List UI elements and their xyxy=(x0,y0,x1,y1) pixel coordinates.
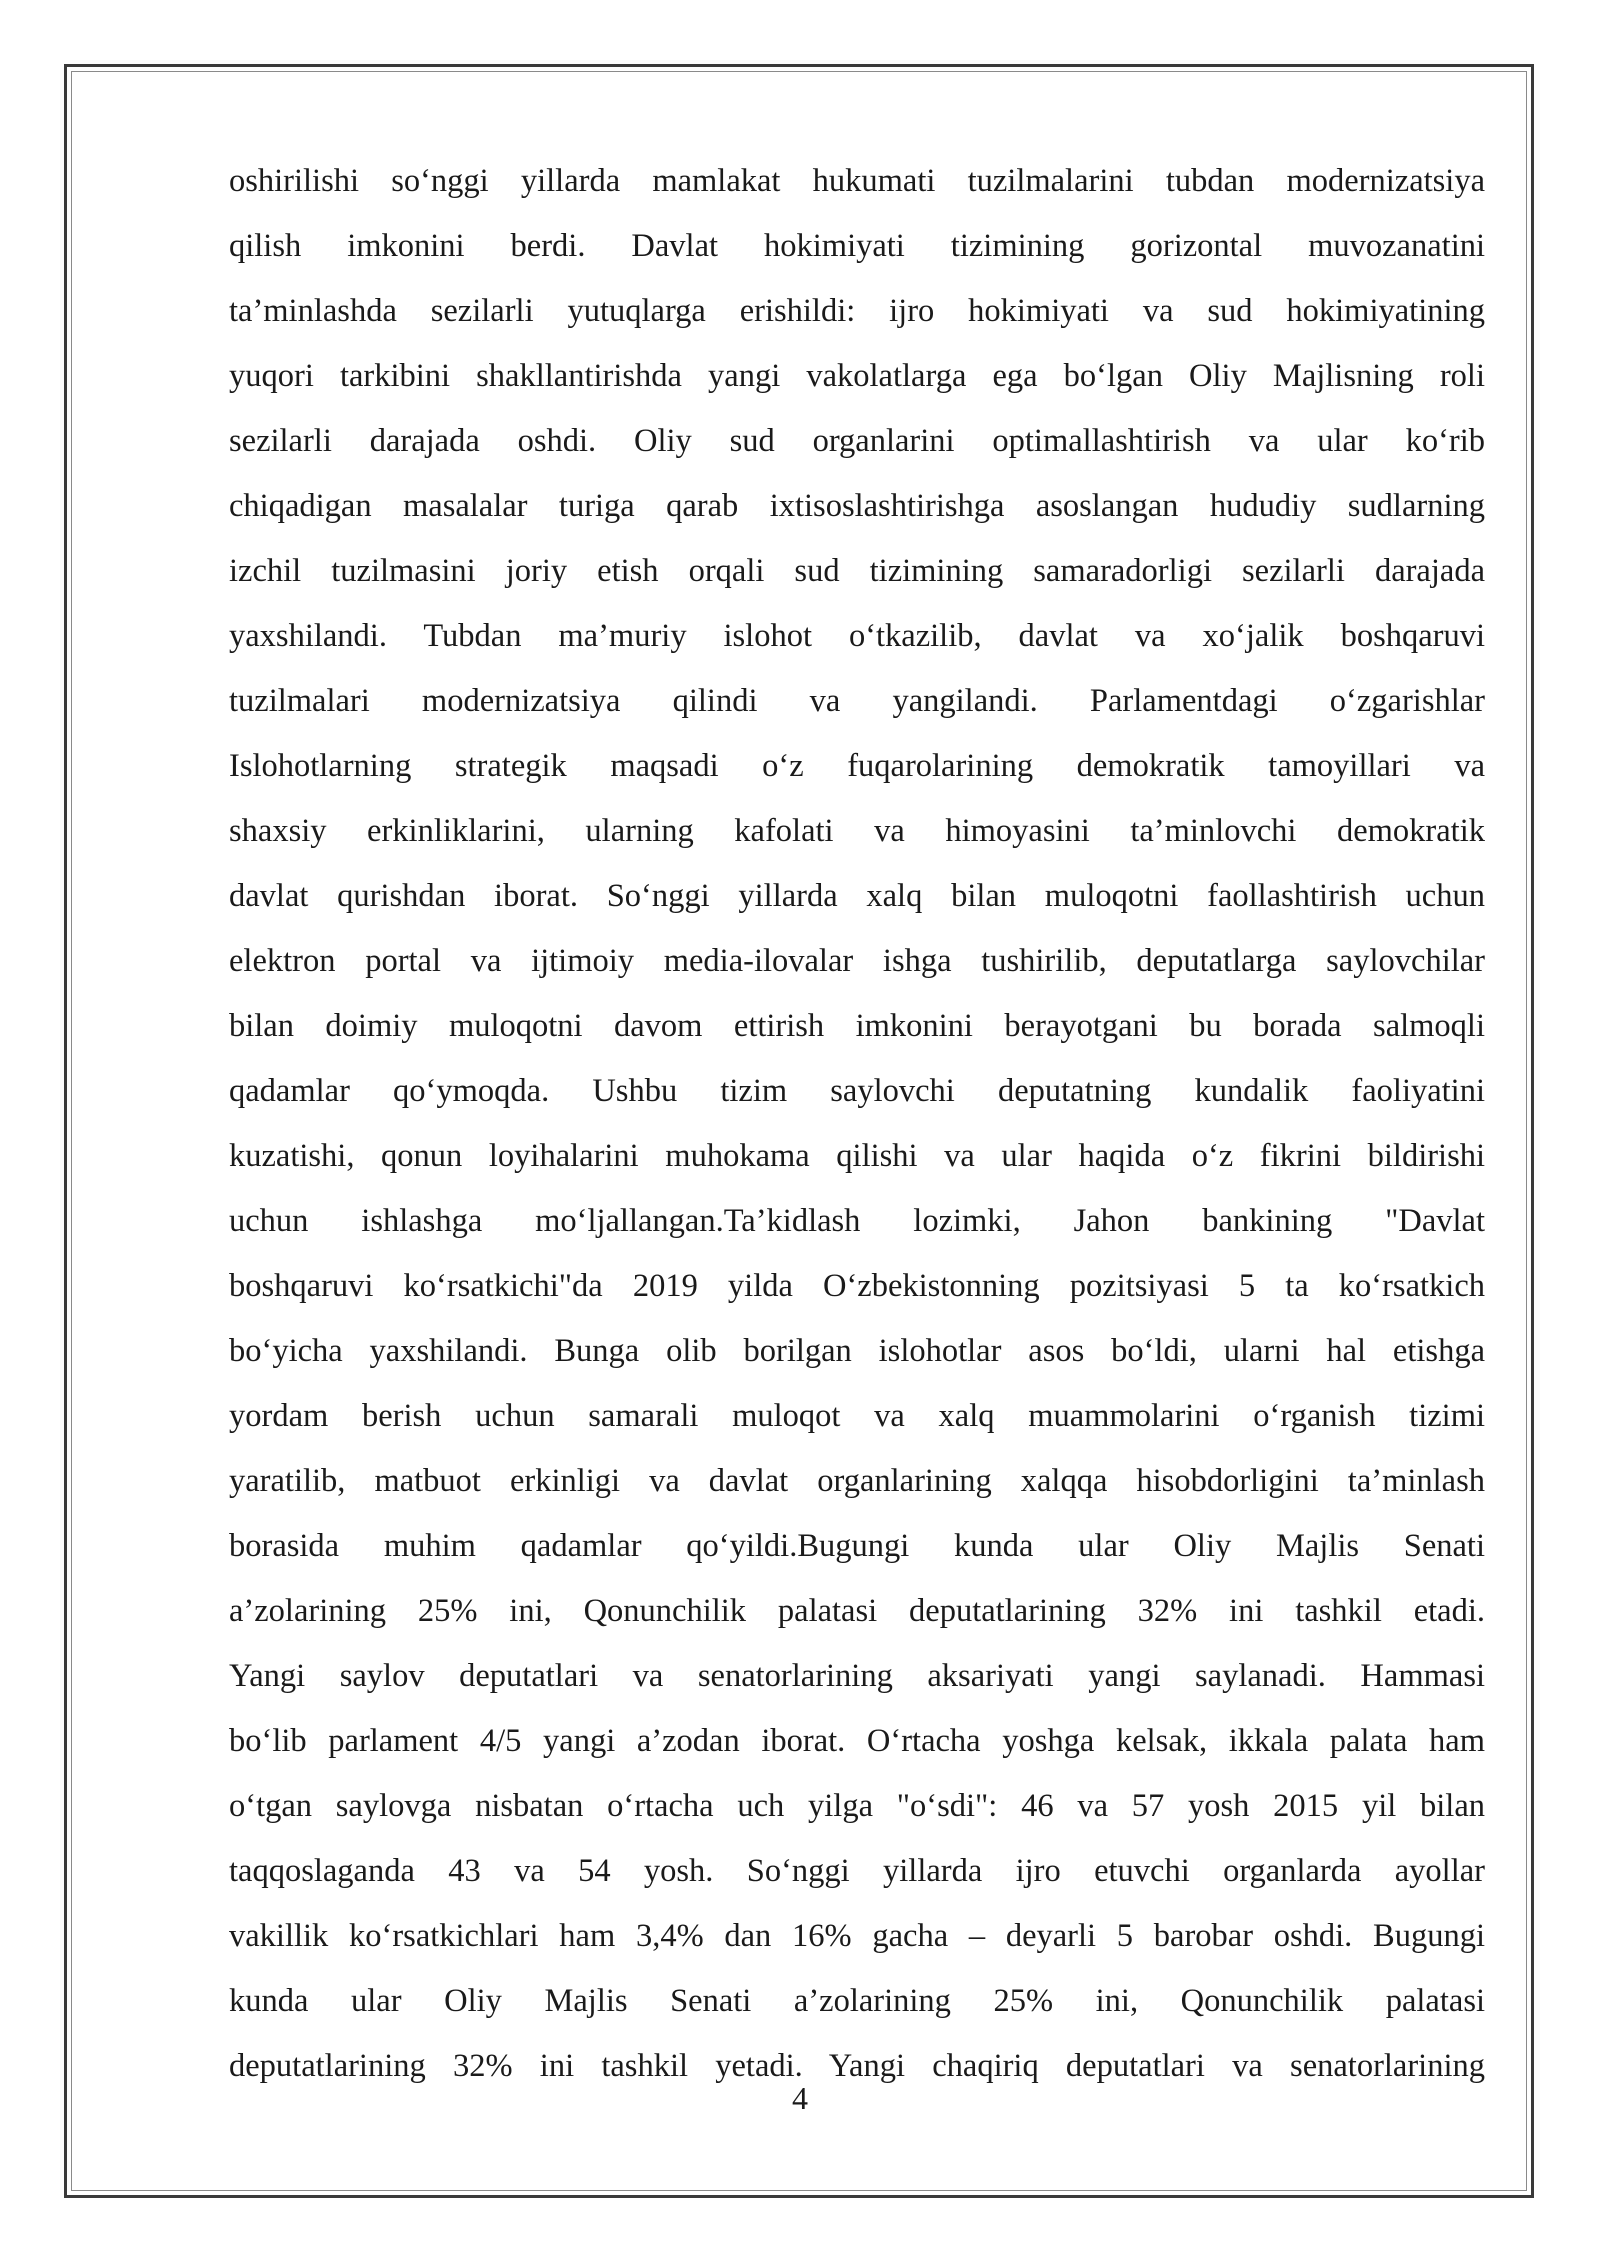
text-line-6: chiqadigan masalalar turiga qarab ixtisoslashtirishga asoslangan hududiy sudlarning xyxy=(229,488,1485,524)
text-line-8: yaxshilandi. Tubdan ma’muriy islohot o‘tkazilib, davlat va xo‘jalik boshqaruvi xyxy=(229,618,1485,654)
text-line-26: o‘tgan saylovga nisbatan o‘rtacha uch yilga "o‘sdi": 46 va 57 yosh 2015 yil bilan xyxy=(229,1788,1485,1824)
text-line-10: Islohotlarning strategik maqsadi o‘z fuqarolarining demokratik tamoyillari va xyxy=(229,748,1485,784)
text-line-1: oshirilishi so‘nggi yillarda mamlakat hukumati tuzilmalarini tubdan modernizatsiya xyxy=(229,163,1485,199)
text-line-9: tuzilmalari modernizatsiya qilindi va yangilandi. Parlamentdagi o‘zgarishlar xyxy=(229,683,1485,719)
text-line-29: kunda ular Oliy Majlis Senati a’zolarining 25% ini, Qonunchilik palatasi xyxy=(229,1983,1485,2019)
text-line-5: sezilarli darajada oshdi. Oliy sud organlarini optimallashtirish va ular ko‘rib xyxy=(229,423,1485,459)
text-line-7: izchil tuzilmasini joriy etish orqali sud tizimining samaradorligi sezilarli darajada xyxy=(229,553,1485,589)
text-line-25: bo‘lib parlament 4/5 yangi a’zodan iborat. O‘rtacha yoshga kelsak, ikkala palata ham xyxy=(229,1723,1485,1759)
text-line-19: bo‘yicha yaxshilandi. Bunga olib borilgan islohotlar asos bo‘ldi, ularni hal etishga xyxy=(229,1333,1485,1369)
text-line-12: davlat qurishdan iborat. So‘nggi yillarda xalq bilan muloqotni faollashtirish uchun xyxy=(229,878,1485,914)
text-line-20: yordam berish uchun samarali muloqot va xalq muammolarini o‘rganish tizimi xyxy=(229,1398,1485,1434)
text-line-14: bilan doimiy muloqotni davom ettirish imkonini berayotgani bu borada salmoqli xyxy=(229,1008,1485,1044)
text-line-15: qadamlar qo‘ymoqda. Ushbu tizim saylovchi deputatning kundalik faoliyatini xyxy=(229,1073,1485,1109)
text-line-21: yaratilib, matbuot erkinligi va davlat organlarining xalqqa hisobdorligini ta’minlash xyxy=(229,1463,1485,1499)
text-line-2: qilish imkonini berdi. Davlat hokimiyati tizimining gorizontal muvozanatini xyxy=(229,228,1485,264)
text-line-3: ta’minlashda sezilarli yutuqlarga erishildi: ijro hokimiyati va sud hokimiyatining xyxy=(229,293,1485,329)
text-line-18: boshqaruvi ko‘rsatkichi"da 2019 yilda O‘zbekistonning pozitsiyasi 5 ta ko‘rsatkich xyxy=(229,1268,1485,1304)
text-line-13: elektron portal va ijtimoiy media-ilovalar ishga tushirilib, deputatlarga saylovchilar xyxy=(229,943,1485,979)
page-number: 4 xyxy=(792,2080,808,2116)
text-line-27: taqqoslaganda 43 va 54 yosh. So‘nggi yillarda ijro etuvchi organlarda ayollar xyxy=(229,1853,1485,1889)
text-line-23: a’zolarining 25% ini, Qonunchilik palatasi deputatlarining 32% ini tashkil etadi. xyxy=(229,1593,1485,1629)
text-line-22: borasida muhim qadamlar qo‘yildi.Bugungi kunda ular Oliy Majlis Senati xyxy=(229,1528,1485,1564)
text-line-28: vakillik ko‘rsatkichlari ham 3,4% dan 16% gacha – deyarli 5 barobar oshdi. Bugungi xyxy=(229,1918,1485,1954)
text-line-11: shaxsiy erkinliklarini, ularning kafolati va himoyasini ta’minlovchi demokratik xyxy=(229,813,1485,849)
text-line-30: deputatlarining 32% ini tashkil yetadi. Yangi chaqiriq deputatlari va senatorlarining xyxy=(229,2048,1485,2084)
text-line-24: Yangi saylov deputatlari va senatorlarining aksariyati yangi saylanadi. Hammasi xyxy=(229,1658,1485,1694)
text-line-17: uchun ishlashga mo‘ljallangan.Ta’kidlash lozimki, Jahon bankining "Davlat xyxy=(229,1203,1485,1239)
text-line-4: yuqori tarkibini shakllantirishda yangi vakolatlarga ega bo‘lgan Oliy Majlisning roli xyxy=(229,358,1485,394)
text-line-16: kuzatishi, qonun loyihalarini muhokama qilishi va ular haqida o‘z fikrini bildirishi xyxy=(229,1138,1485,1174)
body-text xyxy=(229,149,1485,2099)
